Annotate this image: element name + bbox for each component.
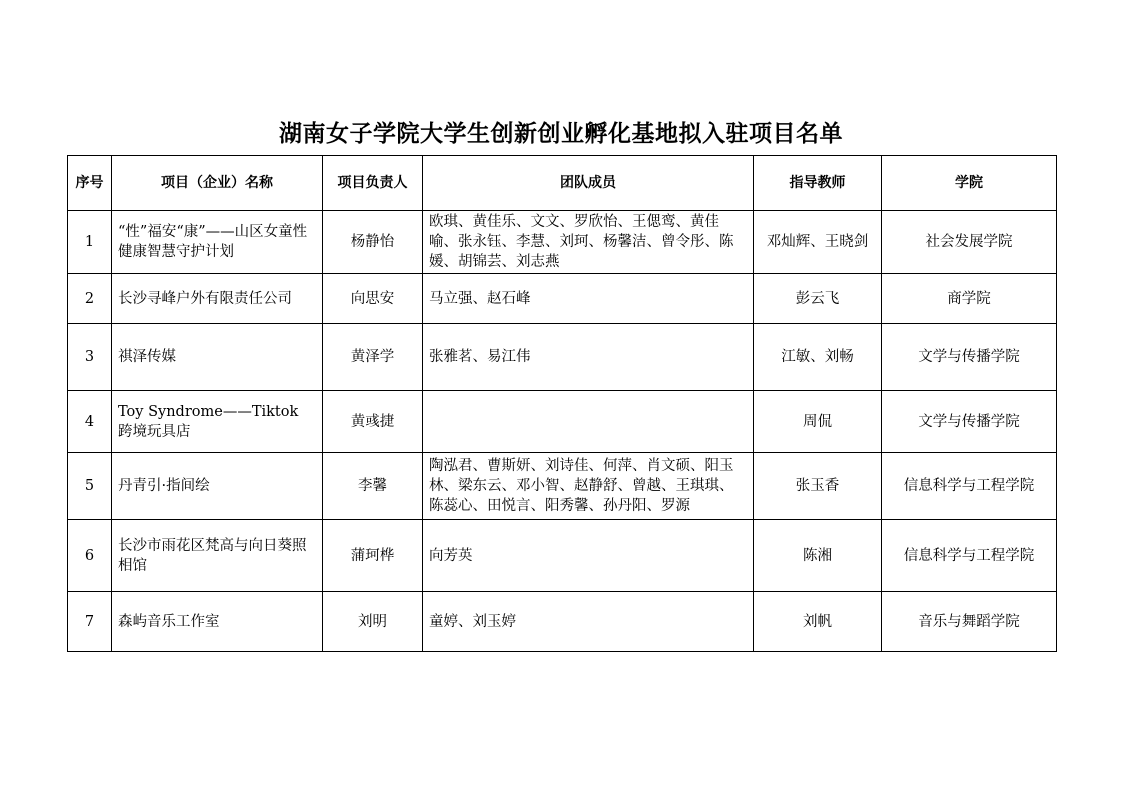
- cell-advisor: 彭云飞: [754, 274, 882, 324]
- cell-project: 长沙市雨花区梵高与向日葵照相馆: [112, 520, 323, 592]
- cell-members: [423, 391, 754, 453]
- table-header-row: [68, 156, 1057, 211]
- table-row: [68, 211, 1057, 274]
- header-advisor: 指导教师: [754, 156, 882, 211]
- cell-college: 信息科学与工程学院: [882, 520, 1057, 592]
- cell-college: 文学与传播学院: [882, 324, 1057, 391]
- cell-advisor: 周侃: [754, 391, 882, 453]
- cell-project: 祺泽传媒: [112, 324, 323, 391]
- table-row: [68, 453, 1057, 520]
- document-title: 湖南女子学院大学生创新创业孵化基地拟入驻项目名单: [279, 121, 843, 147]
- cell-advisor: 江敏、刘畅: [754, 324, 882, 391]
- cell-advisor: 陈湘: [754, 520, 882, 592]
- cell-leader: 蒲珂桦: [323, 520, 423, 592]
- cell-college: 文学与传播学院: [882, 391, 1057, 453]
- table-row: [68, 592, 1057, 652]
- cell-no: 6: [68, 520, 112, 592]
- cell-advisor: 邓灿辉、王晓剑: [754, 211, 882, 274]
- cell-members: 张雅茗、易江伟: [423, 324, 754, 391]
- table-row: [68, 391, 1057, 453]
- cell-members: 欧琪、黄佳乐、文文、罗欣怡、王偲鸾、黄佳喻、张永钰、李慧、刘珂、杨馨洁、曾令彤、陈媛、胡锦芸、刘志燕: [423, 211, 754, 274]
- cell-leader: 刘明: [323, 592, 423, 652]
- table-row: [68, 520, 1057, 592]
- cell-leader: 杨静怡: [323, 211, 423, 274]
- header-leader: 项目负责人: [323, 156, 423, 211]
- cell-project: Toy Syndrome——Tiktok 跨境玩具店: [112, 391, 323, 453]
- cell-college: 社会发展学院: [882, 211, 1057, 274]
- cell-no: 5: [68, 453, 112, 520]
- header-college: 学院: [882, 156, 1057, 211]
- cell-project: “性”福安“康”——山区女童性健康智慧守护计划: [112, 211, 323, 274]
- cell-project: 森屿音乐工作室: [112, 592, 323, 652]
- cell-project: 丹青引·指间绘: [112, 453, 323, 520]
- table-row: [68, 274, 1057, 324]
- cell-no: 4: [68, 391, 112, 453]
- cell-members: 马立强、赵石峰: [423, 274, 754, 324]
- cell-no: 1: [68, 211, 112, 274]
- cell-advisor: 张玉香: [754, 453, 882, 520]
- header-members: 团队成员: [423, 156, 754, 211]
- project-list-table: [67, 155, 1057, 652]
- cell-advisor: 刘帆: [754, 592, 882, 652]
- cell-members: 陶泓君、曹斯妍、刘诗佳、何萍、肖文硕、阳玉林、梁东云、邓小智、赵静舒、曾越、王琪琪、陈蕊心、田悦言、阳秀馨、孙丹阳、罗源: [423, 453, 754, 520]
- cell-leader: 黄泽学: [323, 324, 423, 391]
- cell-college: 商学院: [882, 274, 1057, 324]
- cell-leader: 黄彧捷: [323, 391, 423, 453]
- cell-college: 信息科学与工程学院: [882, 453, 1057, 520]
- cell-no: 7: [68, 592, 112, 652]
- table-row: [68, 324, 1057, 391]
- cell-members: 童婷、刘玉婷: [423, 592, 754, 652]
- header-no: 序号: [68, 156, 112, 211]
- cell-no: 2: [68, 274, 112, 324]
- cell-leader: 向思安: [323, 274, 423, 324]
- cell-college: 音乐与舞蹈学院: [882, 592, 1057, 652]
- header-project: 项目（企业）名称: [112, 156, 323, 211]
- cell-members: 向芳英: [423, 520, 754, 592]
- cell-project: 长沙寻峰户外有限责任公司: [112, 274, 323, 324]
- cell-leader: 李馨: [323, 453, 423, 520]
- cell-no: 3: [68, 324, 112, 391]
